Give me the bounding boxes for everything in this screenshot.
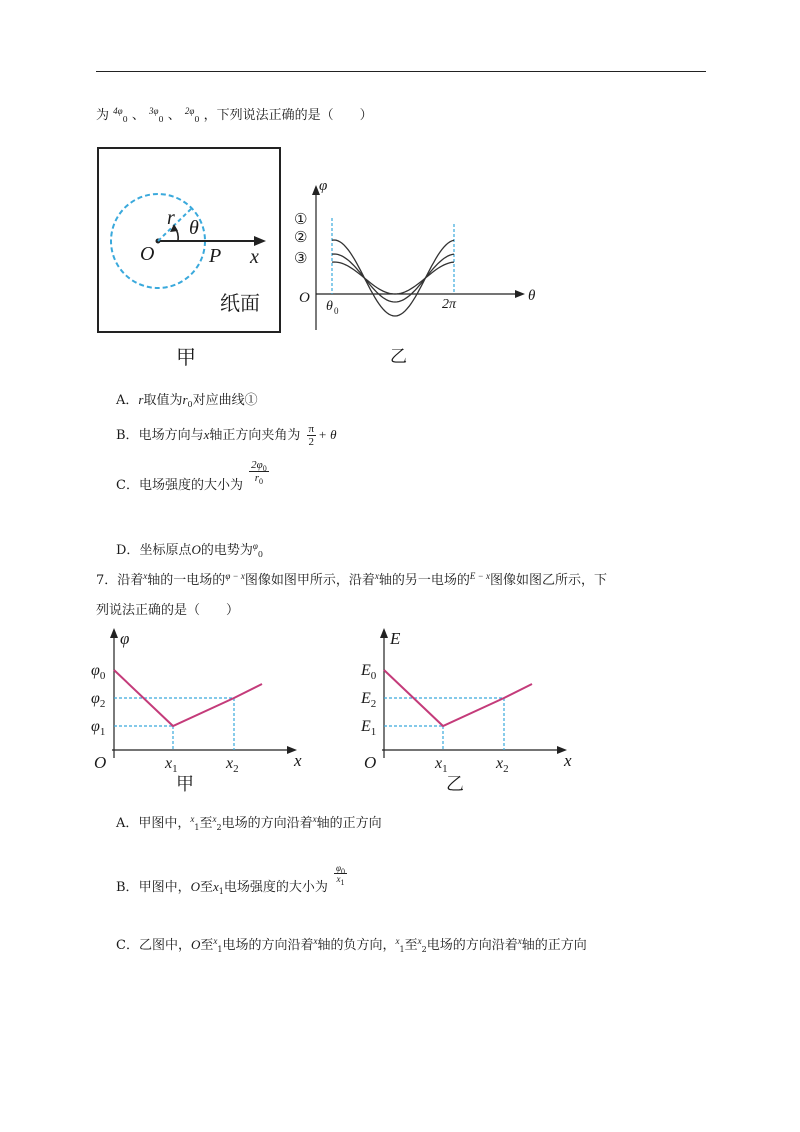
q6-option-c[interactable]: C．电场强度的大小为 $\frac{2\varphi_0}{r_0}$: [116, 459, 267, 493]
chart-caption: 甲: [176, 774, 194, 795]
p-label: P: [209, 245, 222, 267]
x-tick-label: $x_1$: [165, 755, 178, 775]
x-label: x: [294, 751, 302, 770]
y-tick-label: $\varphi_2$: [91, 690, 106, 710]
chart-caption: 乙: [446, 774, 464, 795]
theta-label: θ: [189, 217, 199, 239]
q7-stem-line2: 列说法正确的是（ ）: [96, 603, 240, 618]
figure-yi: [290, 170, 550, 370]
y-label: φ: [319, 178, 328, 194]
header-rule: [96, 71, 706, 72]
origin-label: O: [299, 290, 310, 306]
x-tick-label: $x_2$: [496, 755, 509, 775]
y-tick-label: $E_0$: [361, 662, 377, 682]
q7-option-b[interactable]: B．甲图中，O至$x_1$电场强度的大小为 $\frac{\varphi 0}{x1}$: [116, 863, 345, 896]
x-label: x: [564, 751, 572, 770]
caption-yi: 乙: [390, 347, 407, 367]
y-label: φ: [120, 629, 130, 648]
q7-option-c[interactable]: C．乙图中，O至$^x_1$电场的方向沿着$^x$轴的负方向，$^x_1$至$^x_2$电场的方向沿着$^x$轴的正方向: [116, 936, 587, 954]
curve-label-1: ①: [294, 210, 308, 228]
q6-option-d[interactable]: D．坐标原点O的电势为$^\varphi_0$: [116, 541, 263, 559]
curve-label-2: ②: [294, 228, 308, 246]
origin-label: O: [94, 753, 107, 772]
y-axis-arrow: [380, 628, 388, 638]
curve-1: [332, 240, 454, 316]
y-tick-label: $\varphi_1$: [91, 718, 106, 738]
chart-yi: [360, 622, 580, 802]
q7-option-a[interactable]: A．甲图中，$^x_1$至$^x_2$电场的方向沿着$^x$轴的正方向: [116, 814, 382, 832]
fraction: $\frac{\pi}{2}$: [308, 423, 315, 448]
q7-stem-line1: 7．沿着$^x$轴的一电场的$^{\varphi - x}$图像如图甲所示，沿着$^x$轴的另一电场的$^{E - x}$图像如图乙所示，下: [96, 571, 607, 588]
origin-label: O: [364, 753, 377, 772]
tick-2pi: 2π: [442, 297, 457, 312]
y-axis-arrow: [110, 628, 118, 638]
y-tick-label: $E_1$: [361, 718, 377, 738]
x-label: x: [250, 246, 259, 268]
caption-jia: 甲: [176, 345, 196, 369]
y-tick-label: $\varphi_0$: [91, 662, 106, 682]
curve-2: [332, 254, 454, 302]
q6-option-a[interactable]: A．r取值为$r_0$对应曲线①: [116, 392, 258, 409]
y-label: E: [390, 629, 401, 648]
x-label: θ: [528, 288, 536, 304]
y-tick-label: $E_2$: [361, 690, 377, 710]
tick-theta0-sub: 0: [334, 306, 339, 316]
fraction: $\frac{2\varphi_0}{r_0}$: [251, 459, 267, 486]
fraction: $\frac{\varphi 0}{x1}$: [336, 863, 345, 887]
tick-theta0: θ: [326, 299, 333, 314]
q6-option-b[interactable]: B．电场方向与x轴正方向夹角为 $\frac{\pi}{2}$ + θ: [116, 423, 337, 448]
x-tick-label: $x_2$: [226, 755, 239, 775]
chart-jia: [90, 622, 310, 802]
paper-label: 纸面: [220, 291, 260, 315]
x-tick-label: $x_1$: [435, 755, 448, 775]
r-label: r: [167, 207, 175, 229]
radius-line: [158, 208, 192, 241]
q6-stem: 为 $^{4\varphi}_0$ 、 $^{3\varphi}_0$ 、 $^{2\varphi}_0$ ，下列说法正确的是（ ）: [96, 106, 373, 124]
curve-label-3: ③: [294, 249, 308, 267]
figure-jia: [96, 146, 286, 376]
origin-label: O: [140, 243, 155, 265]
